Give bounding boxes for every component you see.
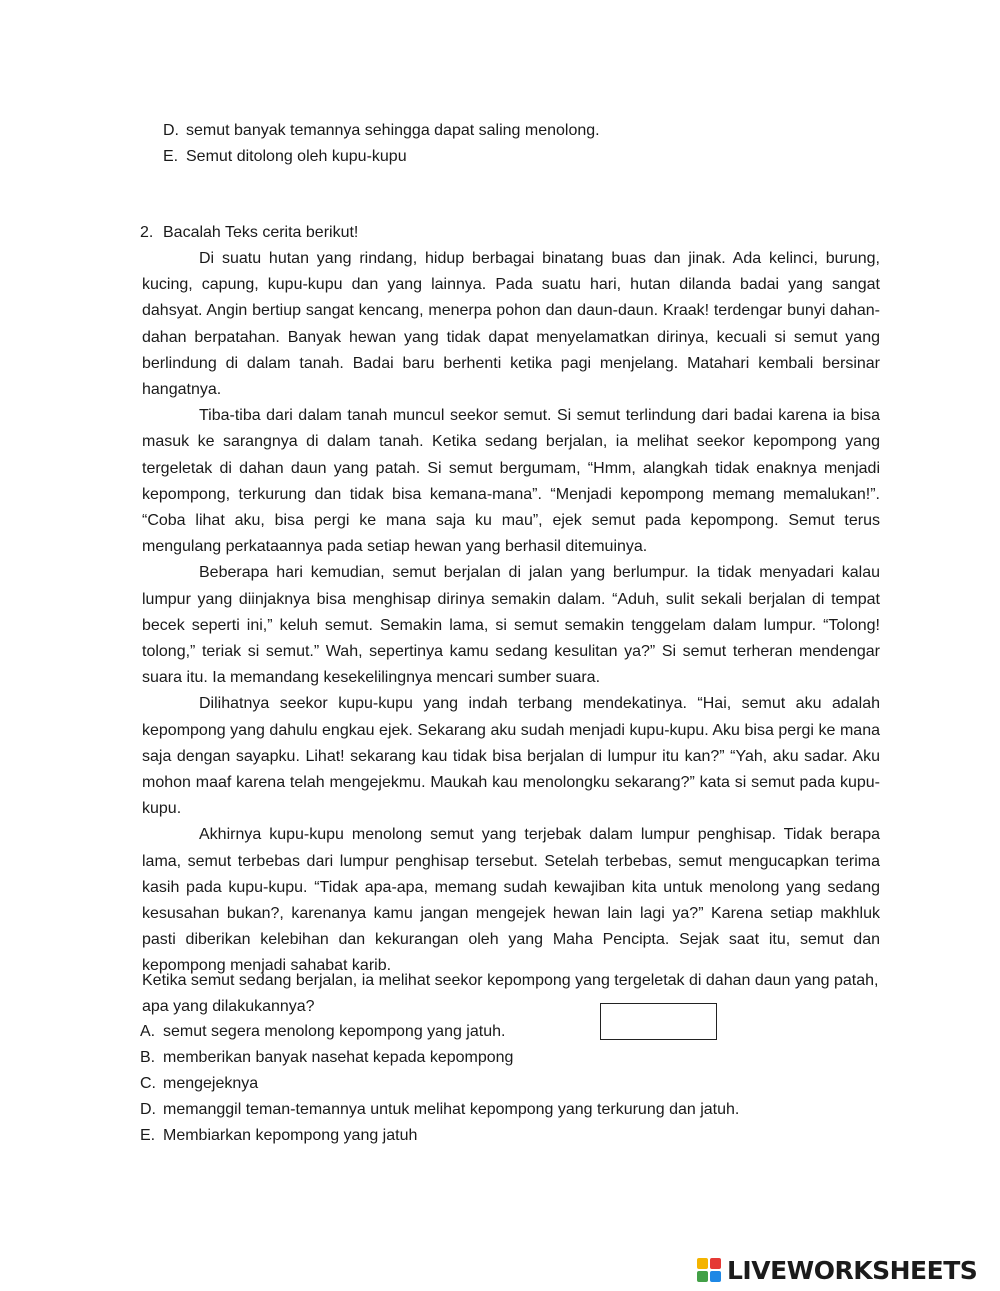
logo-text: LIVEWORKSHEETS — [727, 1255, 978, 1285]
option-letter: D. — [163, 122, 179, 139]
option-d-prev — [163, 118, 600, 144]
option-text: Semut ditolong oleh kupu-kupu — [186, 148, 407, 165]
liveworksheets-logo-icon — [697, 1258, 721, 1282]
option-b — [140, 1045, 739, 1071]
option-text: memanggil teman-temannya untuk melihat kepompong yang terkurung dan jatuh. — [163, 1101, 740, 1118]
option-letter: C. — [140, 1075, 156, 1092]
option-letter: A. — [140, 1023, 156, 1040]
option-text: Membiarkan kepompong yang jatuh — [163, 1127, 418, 1144]
option-c — [140, 1071, 739, 1097]
question-text: Ketika semut sedang berjalan, ia melihat seekor kepompong yang tergeletak di dahan daun yang patah, apa yang dilakukannya? — [142, 972, 879, 1015]
question-number: 2. — [140, 224, 154, 241]
answer-input-box[interactable] — [600, 1003, 717, 1040]
logo-square — [697, 1271, 708, 1282]
liveworksheets-logo[interactable] — [697, 1255, 977, 1285]
story-paragraph: Di suatu hutan yang rindang, hidup berbagai binatang buas dan jinak. Ada kelinci, burung, kucing, capung, kupu-kupu dan yang lainnya. Pada suatu hari, hutan dilanda badai yang sangat dahsyat. Angin bertiup sangat kencang, menerpa pohon dan daun-daun. Kraak! terdengar bunyi dahan-dahan berpatahan. Banyak hewan yang tidak dapat menyelamatkan dirinya, kecuali si semut yang berlindung di dalam tanah. Badai baru berhenti ketika pagi menjelang. Matahari kembali bersinar hangatnya. — [142, 250, 880, 399]
option-letter: E. — [163, 148, 179, 165]
logo-square — [710, 1271, 721, 1282]
story-paragraph: Tiba-tiba dari dalam tanah muncul seekor semut. Si semut terlindung dari badai karena ia bisa masuk ke sarangnya di dalam tanah. Ketika sedang berjalan, ia melihat seekor kepompong yang tergeletak di dahan daun yang patah. Si semut bergumam, “Hmm, alangkah tidak enaknya menjadi kepompong, terkurung dan tidak bisa kemana-mana”. “Menjadi kepompong memang memalukan!”. “Coba lihat aku, bisa pergi ke mana saja ku mau”, ejek semut pada kepompong. Semut terus mengulang perkataannya pada setiap hewan yang berhasil ditemuinya. — [142, 407, 880, 556]
option-letter: D. — [140, 1101, 156, 1118]
option-d — [140, 1097, 739, 1123]
logo-square — [697, 1258, 708, 1269]
story-paragraph: Beberapa hari kemudian, semut berjalan di jalan yang berlumpur. Ia tidak menyadari kalau lumpur yang diinjaknya bisa menghisap dirinya semakin dalam. “Aduh, sulit sekali berjalan di tempat becek seperti ini,” keluh semut. Semakin lama, si semut semakin tenggelam dalam lumpur. “Tolong! tolong,” teriak si semut.” Wah, sepertinya kamu sedang kesulitan ya?” Si semut terheran mendengar suara itu. Ia memandang kesekelilingnya mencari sumber suara. — [142, 564, 880, 687]
previous-question-options — [163, 118, 600, 170]
option-text: mengejeknya — [163, 1075, 259, 1092]
question-instruction: Bacalah Teks cerita berikut! — [163, 224, 359, 241]
story-paragraph: Akhirnya kupu-kupu menolong semut yang terjebak dalam lumpur penghisap. Tidak berapa lama, semut terbebas dari lumpur penghisap tersebut. Setelah terbebas, semut mengucapkan terima kasih pada kupu-kupu. “Tidak apa-apa, memang sudah kewajiban kita untuk menolong yang sedang kesusahan bukan?, karenanya kamu jangan mengejek hewan lain lagi ya?” Karena setiap makhluk pasti diberikan kelebihan dan kekurangan oleh yang Maha Pencipta. Sejak saat itu, semut dan kepompong menjadi sahabat karib. — [142, 826, 880, 975]
question-heading — [140, 220, 358, 246]
story-paragraph: Dilihatnya seekor kupu-kupu yang indah terbang mendekatinya. “Hai, semut aku adalah kepompong yang dahulu engkau ejek. Sekarang aku sudah menjadi kupu-kupu. Aku bisa pergi ke mana saja dengan sayapku. Lihat! sekarang kau tidak bisa berjalan di lumpur itu kan?” “Yah, aku sadar. Aku mohon maaf karena telah mengejekmu. Maukah kau menolongku sekarang?” kata si semut pada kupu-kupu. — [142, 695, 880, 818]
option-text: semut banyak temannya sehingga dapat saling menolong. — [186, 122, 600, 139]
option-letter: E. — [140, 1127, 156, 1144]
option-e — [140, 1123, 739, 1149]
option-e-prev — [163, 144, 600, 170]
story-text — [142, 246, 880, 980]
logo-square — [710, 1258, 721, 1269]
option-text: semut segera menolong kepompong yang jatuh. — [163, 1023, 506, 1040]
option-text: memberikan banyak nasehat kepada kepompong — [163, 1049, 514, 1066]
option-letter: B. — [140, 1049, 156, 1066]
